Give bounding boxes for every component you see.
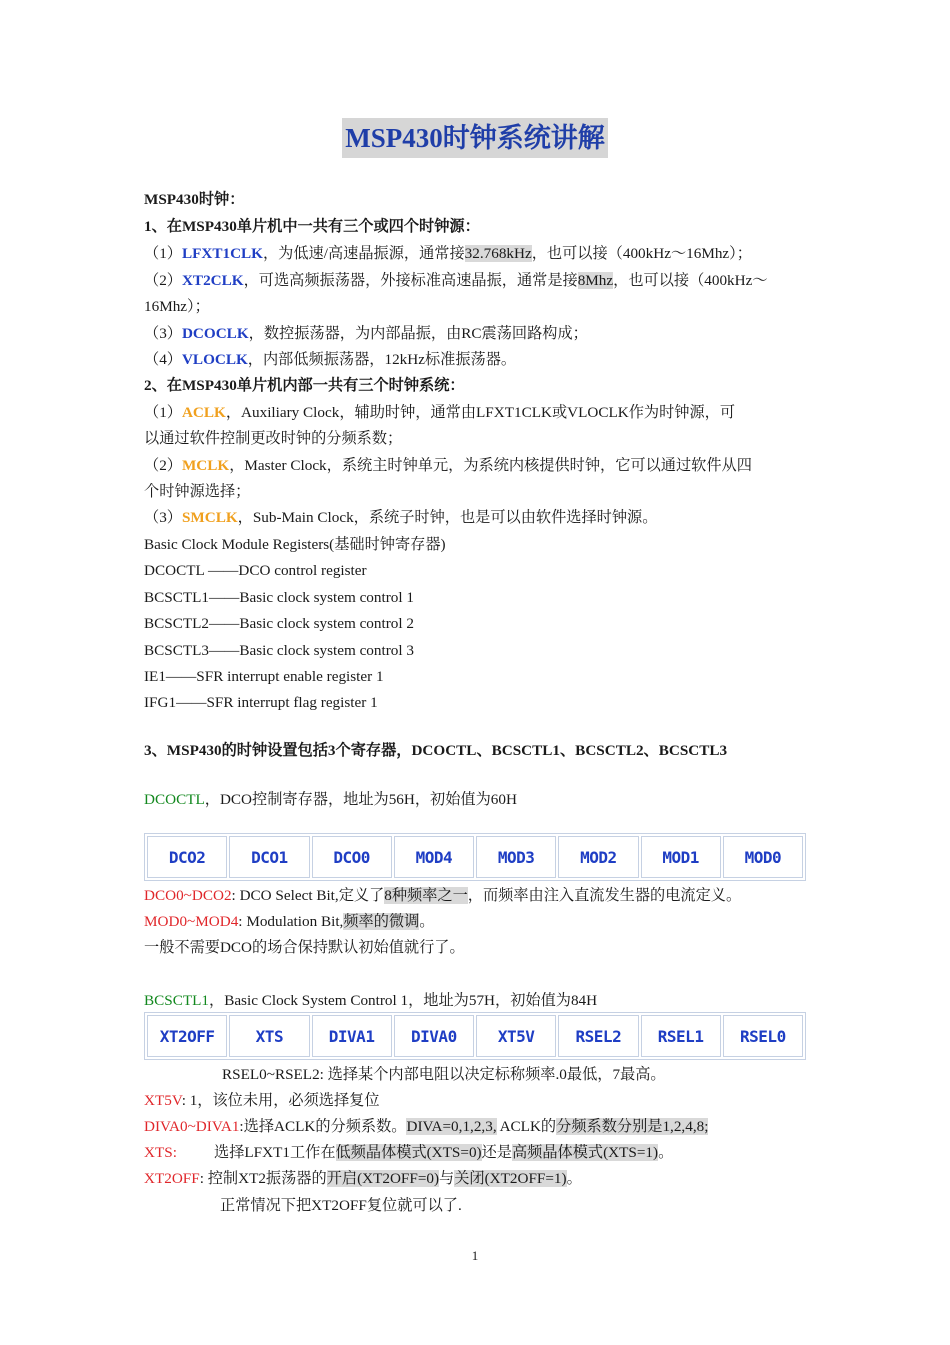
system-aclk-cont: 以通过软件控制更改时钟的分频系数； <box>144 430 403 447</box>
sources-heading: 1、在MSP430单片机中一共有三个或四个时钟源： <box>144 218 480 235</box>
page-title: MSP430时钟系统讲解 <box>0 118 950 158</box>
bit-cell: MOD0 <box>723 836 803 878</box>
diva-note: DIVA0~DIVA1:选择ACLK的分频系数。DIVA=0,1,2,3, ACLK的分频系数分别是1,2,4,8; <box>144 1118 709 1135</box>
bit-cell: DCO1 <box>229 836 309 878</box>
dcoctl-description: DCOCTL，DCO控制寄存器，地址为56H，初始值为60H <box>144 791 517 808</box>
bit-cell: XT2OFF <box>147 1015 227 1057</box>
bit-cell: DIVA0 <box>394 1015 474 1057</box>
source-xt2clk-cont: 16Mhz）； <box>144 298 210 315</box>
xts-note: XTS: 选择LFXT1工作在低频晶体模式(XTS=0)还是高频晶体模式(XTS=1)。 <box>144 1144 674 1161</box>
bit-cell: MOD1 <box>641 836 721 878</box>
rsel-note: RSEL0~RSEL2: 选择某个内部电阻以决定标称频率.0最低，7最高。 <box>222 1066 666 1083</box>
bcsctl1-bit-table <box>144 1012 806 1060</box>
registers-heading: Basic Clock Module Registers(基础时钟寄存器) <box>144 536 446 553</box>
xt5v-note: XT5V: 1，该位未用，必须选择复位 <box>144 1092 380 1109</box>
bit-cell: DCO0 <box>312 836 392 878</box>
register-line: BCSCTL1——Basic clock system control 1 <box>144 589 414 606</box>
systems-heading: 2、在MSP430单片机内部一共有三个时钟系统： <box>144 377 465 394</box>
dcoctl-bit-table <box>144 833 806 881</box>
bit-cell: RSEL1 <box>641 1015 721 1057</box>
bit-cell: MOD3 <box>476 836 556 878</box>
source-dcoclk: （3）DCOCLK，数控振荡器，为内部晶振，由RC震荡回路构成； <box>144 325 588 342</box>
register-line: IFG1——SFR interrupt flag register 1 <box>144 694 378 711</box>
register-line: IE1——SFR interrupt enable register 1 <box>144 668 384 685</box>
bcsctl1-description: BCSCTL1，Basic Clock System Control 1，地址为57H，初始值为84H <box>144 992 598 1009</box>
bit-cell: MOD4 <box>394 836 474 878</box>
source-lfxt1clk: （1）LFXT1CLK，为低速/高速晶振源，通常接32.768kHz，也可以接（400kHz～16Mhz）； <box>144 245 752 262</box>
xt2off-note: XT2OFF: 控制XT2振荡器的开启(XT2OFF=0)与关闭(XT2OFF=1)。 <box>144 1170 582 1187</box>
bit-cell: DCO2 <box>147 836 227 878</box>
bit-cell: XT5V <box>476 1015 556 1057</box>
system-aclk: （1）ACLK，Auxiliary Clock，辅助时钟，通常由LFXT1CLK或VLOCLK作为时钟源，可 <box>144 404 736 421</box>
register-line: DCOCTL ——DCO control register <box>144 562 367 579</box>
system-mclk-cont: 个时钟源选择； <box>144 483 251 500</box>
bit-cell: DIVA1 <box>312 1015 392 1057</box>
dco-bits-note: DCO0~DCO2: DCO Select Bit,定义了8种频率之一，而频率由注入直流发生器的电流定义。 <box>144 887 742 904</box>
bit-cell: XTS <box>229 1015 309 1057</box>
register-line: BCSCTL3——Basic clock system control 3 <box>144 642 414 659</box>
source-vloclk: （4）VLOCLK，内部低频振荡器，12kHz标准振荡器。 <box>144 351 517 368</box>
xt2off-reset-note: 正常情况下把XT2OFF复位就可以了. <box>220 1197 462 1214</box>
system-mclk: （2）MCLK，Master Clock，系统主时钟单元，为系统内核提供时钟，它可以通过软件从四 <box>144 457 752 474</box>
bit-cell: RSEL0 <box>723 1015 803 1057</box>
page-number: 1 <box>471 1248 479 1263</box>
dco-default-note: 一般不需要DCO的场合保持默认初始值就行了。 <box>144 939 465 956</box>
register-line: BCSCTL2——Basic clock system control 2 <box>144 615 414 632</box>
section3-heading: 3、MSP430的时钟设置包括3个寄存器，DCOCTL、BCSCTL1、BCSCTL2、BCSCTL3 <box>144 742 728 759</box>
intro-heading: MSP430时钟： <box>144 191 245 208</box>
mod-bits-note: MOD0~MOD4: Modulation Bit,频率的微调。 <box>144 913 435 930</box>
system-smclk: （3）SMCLK，Sub-Main Clock，系统子时钟，也是可以由软件选择时钟源。 <box>144 509 658 526</box>
bit-cell: MOD2 <box>558 836 638 878</box>
source-xt2clk: （2）XT2CLK，可选高频振荡器，外接标准高速晶振，通常是接8Mhz，也可以接（400kHz～ <box>144 272 768 289</box>
bit-cell: RSEL2 <box>558 1015 638 1057</box>
